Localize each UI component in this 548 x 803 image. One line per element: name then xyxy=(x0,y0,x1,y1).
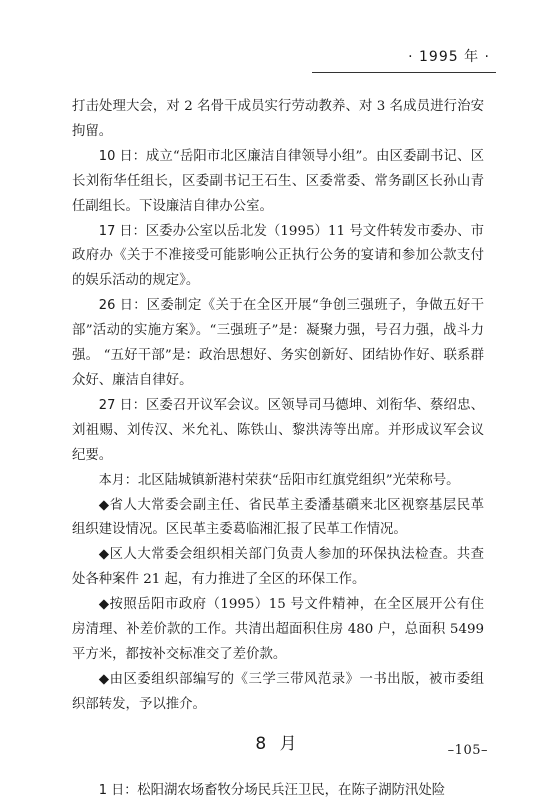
date-lead: 26 日： xyxy=(98,298,147,314)
paragraph-text: 松阳湖农场畜牧分场民兵汪卫民，在陈子湖防汛处险 xyxy=(137,782,446,798)
paragraph xyxy=(72,394,484,469)
paragraph xyxy=(72,779,484,803)
paragraph-text: ◆按照岳阳市政府（1995）15 号文件精神，在全区展开公有住房清理、补差价款的工作。共清出超面积住房 480 户，总面积 5499 平方米，都按补交标准交了差价款。 xyxy=(72,597,484,662)
paragraph-text: 北区陆城镇新港村荣获“岳阳市红旗党组织”光荣称号。 xyxy=(137,472,460,488)
paragraph-text: 区委办公室以岳北发（1995）11 号文件转发市委办、市政府办《关于不准接受可能影响公正执行公务的宴请和参加公款支付的娱乐活动的规定》。 xyxy=(72,223,484,289)
paragraph-text: ◆省人大常委会副主任、省民革主委潘基礩来北区视察基层民革组织建设情况。区民革主委葛临湘汇报了民革工作情况。 xyxy=(72,497,484,538)
paragraph-text: 区委制定《关于在全区开展“争创三强班子，争做五好干部”活动的实施方案》。“三强班子”是：凝聚力强，号召力强，战斗力强。 “五好干部”是：政治思想好、务实创新好、团结协作好、联系群众好、廉洁自律好。 xyxy=(72,298,484,388)
paragraph xyxy=(72,220,484,295)
paragraph xyxy=(72,145,484,220)
paragraph xyxy=(72,294,484,394)
paragraph xyxy=(72,593,484,668)
date-lead: 10 日： xyxy=(98,148,146,164)
paragraph xyxy=(72,494,484,544)
date-lead: 27 日： xyxy=(98,397,146,413)
paragraph-text: 区委召开议军会议。区领导司马德坤、刘衔华、蔡绍忠、刘祖赐、刘传汉、米允礼、陈铁山、黎洪涛等出席。并形成议军会议纪要。 xyxy=(72,397,484,463)
paragraph xyxy=(72,95,484,145)
page-number: –105– xyxy=(447,743,488,758)
month-heading: 8 月 xyxy=(255,733,301,754)
paragraph xyxy=(72,668,484,718)
header-rule xyxy=(312,72,496,73)
paragraph-text: 打击处理大会，对 2 名骨干成员实行劳动教养、对 3 名成员进行治安拘留。 xyxy=(72,99,484,139)
running-head: · 1995 年 · xyxy=(408,49,490,65)
paragraph-text: ◆由区委组织部编写的《三学三带风范录》一书出版，被市委组织部转发，予以推介。 xyxy=(72,671,484,712)
date-lead: 17 日： xyxy=(98,223,146,239)
paragraph xyxy=(72,469,484,494)
paragraph-text: 成立“岳阳市北区廉洁自律领导小组”。由区委副书记、区长刘衔华任组长，区委副书记王石生、区委常委、常务副区长孙山青任副组长。下设廉洁自律办公室。 xyxy=(72,148,484,214)
page-body xyxy=(72,95,484,803)
date-lead: 1 日： xyxy=(98,782,138,798)
paragraph xyxy=(72,543,484,593)
date-lead: 本月： xyxy=(98,472,138,488)
paragraph-text: ◆区人大常委会组织相关部门负责人参加的环保执法检查。共查处各种案件 21 起，有力推进了全区的环保工作。 xyxy=(72,547,484,588)
